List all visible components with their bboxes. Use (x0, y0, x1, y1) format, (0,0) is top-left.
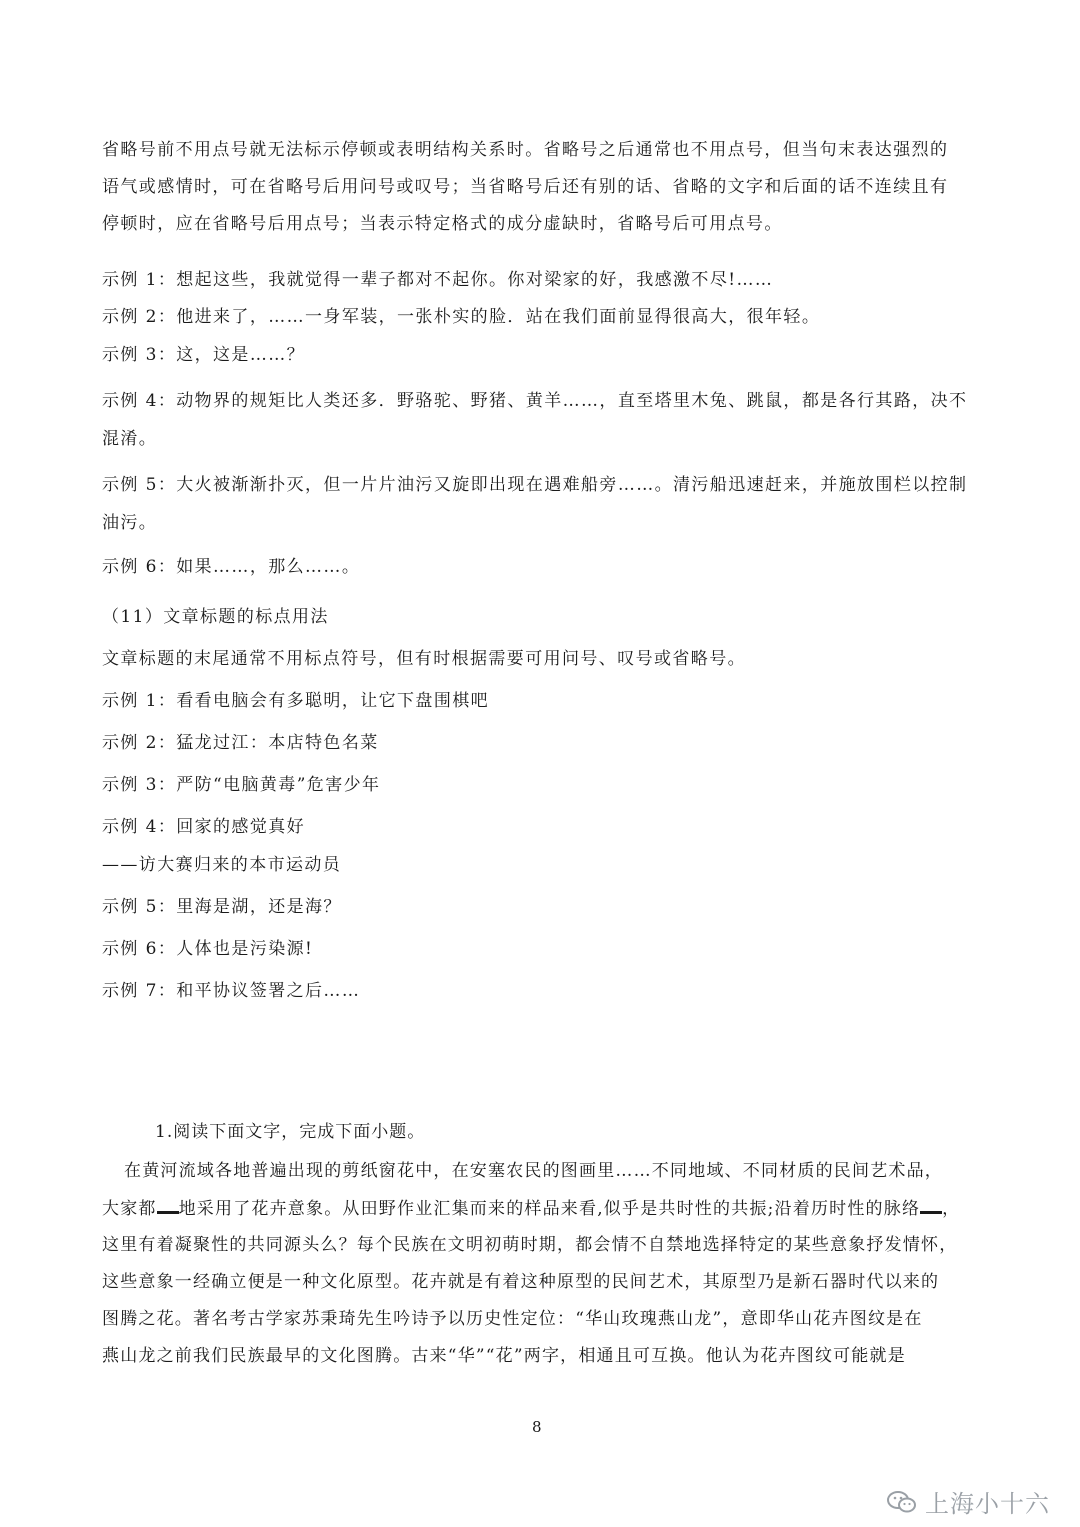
passage-line: 图腾之花。著名考古学家苏秉琦先生吟诗予以历史性定位：“华山玫瑰燕山龙”，意即华山花卉图纹是在 (102, 1309, 923, 1329)
example-line: 示例 5：大火被渐渐扑灭，但一片片油污又旋即出现在遇难船旁……。清污船迅速赶来，并施放围栏以控制 (102, 475, 968, 495)
passage-line: 这里有着凝聚性的共同源头么？每个民族在文明初萌时期，都会情不自禁地选择特定的某些意象抒发情怀， (102, 1235, 958, 1255)
example-line: 示例 5：里海是湖，还是海？ (102, 897, 342, 917)
passage-text: 地采用了花卉意象。从田野作业汇集而来的样品来看,似乎是共时性的共振;沿着历时性的脉络 (178, 1199, 921, 1219)
watermark (887, 1484, 1050, 1519)
intro-line: 停顿时，应在省略号后用点号；当表示特定格式的成分虚缺时，省略号后可用点号。 (102, 214, 783, 234)
intro-line: 语气或感情时，可在省略号后用问号或叹号；当省略号后还有别的话、省略的文字和后面的话不连续且有 (102, 177, 949, 197)
question-passage (102, 1160, 982, 1382)
example-line: 示例 1：看看电脑会有多聪明，让它下盘围棋吧 (102, 691, 490, 711)
example-line: 示例 2：猛龙过江：本店特色名菜 (102, 733, 379, 753)
example-line: 示例 3：这，这是……？ (102, 345, 306, 365)
example-line: 示例 4：回家的感觉真好 (102, 817, 306, 837)
example-line: 油污。 (102, 513, 158, 533)
example-line: 示例 3：严防“电脑黄毒”危害少年 (102, 775, 381, 795)
watermark-text: 上海小十六 (925, 1490, 1050, 1518)
passage-line: 这些意象一经确立便是一种文化原型。花卉就是有着这种原型的民间艺术，其原型乃是新石器时代以来的 (102, 1272, 940, 1292)
passage-text: 大家都 (102, 1199, 157, 1219)
example-line: 示例 4：动物界的规矩比人类还多．野骆驼、野猪、黄羊……，直至塔里木兔、跳鼠，都是各行其路，决不 (102, 391, 968, 411)
example-line: ——访大赛归来的本市运动员 (102, 855, 342, 875)
intro-line: 省略号前不用点号就无法标示停顿或表明结构关系时。省略号之后通常也不用点号，但当句末表达强烈的 (102, 140, 949, 160)
passage-line (102, 1197, 982, 1234)
page-number: 8 (532, 1418, 542, 1436)
example-line: 示例 7：和平协议签署之后…… (102, 981, 361, 1001)
passage-line: 燕山龙之前我们民族最早的文化图腾。古来“华”“花”两字，相通且可互换。他认为花卉图纹可能就是 (102, 1346, 906, 1366)
example-line: 混淆。 (102, 429, 158, 449)
question-title: 1.阅读下面文字，完成下面小题。 (155, 1122, 426, 1142)
answer-blank[interactable] (157, 1197, 179, 1214)
example-line: 示例 2：他进来了，……一身军装，一张朴实的脸．站在我们面前显得很高大，很年轻。 (102, 307, 821, 327)
example-line: 示例 6：如果……，那么……。 (102, 557, 361, 577)
passage-text: ， (942, 1199, 961, 1219)
wechat-icon (887, 1490, 917, 1514)
intro-paragraph (102, 139, 982, 250)
section-title: （11）文章标题的标点用法 (102, 607, 329, 627)
examples-title (102, 690, 982, 1017)
example-line: 示例 1：想起这些，我就觉得一辈子都对不起你。你对梁家的好，我感激不尽!…… (102, 270, 774, 290)
section-intro: 文章标题的末尾通常不用标点符号，但有时根据需要可用问号、叹号或省略号。 (102, 649, 746, 669)
examples-ellipsis (102, 269, 982, 593)
answer-blank[interactable] (920, 1197, 942, 1214)
passage-line: 在黄河流域各地普遍出现的剪纸窗花中，在安塞农民的图画里……不同地域、不同材质的民间艺术品， (124, 1161, 943, 1181)
example-line: 示例 6：人体也是污染源! (102, 939, 314, 959)
